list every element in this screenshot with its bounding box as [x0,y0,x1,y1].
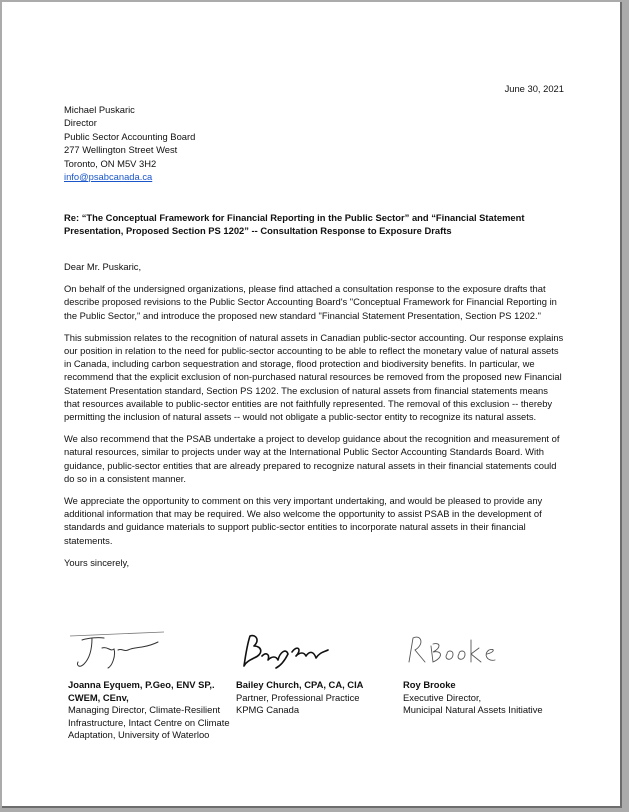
signatory-1-name-line1: Joanna Eyquem, P.Geo, ENV SP,. [68,679,215,690]
signatory-2-detail-1: Partner, Professional Practice [236,691,360,703]
subject-line: Re: “The Conceptual Framework for Financial Reporting in the Public Sector” and “Financial Statement Presentation, Proposed Section PS 1202” -- Consultation Response to Exposure Drafts [64,212,525,237]
letter-date: June 30, 2021 [504,83,564,94]
recipient-address [64,103,195,183]
recipient-email-link[interactable]: info@psabcanada.ca [64,170,153,182]
closing: Yours sincerely, [64,556,130,568]
paragraph-3: We also recommend that the PSAB undertake a project to develop guidance about the recognition and measurement of natural resources, similar to projects under way at the International Public Sector Accounting Standards Board. With guidance, public-sector entities that are already prepared to recognize natural assets in their financial statements could do so in a consistent manner. [64,433,560,484]
recipient-city: Toronto, ON M5V 3H2 [64,157,157,169]
signatory-eyquem [68,622,243,741]
signatory-3-detail-2: Municipal Natural Assets Initiative [403,704,543,716]
salutation: Dear Mr. Puskaric, [64,261,142,272]
signatory-brooke [403,622,573,716]
signatory-3-detail-1: Executive Director, [403,691,482,703]
recipient-title: Director [64,117,97,129]
signatory-1-detail-2: Infrastructure, Intact Centre on Climate [68,716,230,728]
paragraph-4: We appreciate the opportunity to comment on this very important undertaking, and would be pleased to provide any additional information that may be required. We also welcome the opportunity to assist PSAB in the development of standards and guidance materials to support public-sector entities to incorporate natural assets in their financial statements. [64,495,543,546]
signatory-2-detail-2: KPMG Canada [236,704,300,716]
signatory-2-name: Bailey Church, CPA, CA, CIA [236,679,364,690]
signatory-1-detail-3: Adaptation, University of Waterloo [68,729,210,741]
handwritten-signature-image [236,622,336,678]
signatory-3-name: Roy Brooke [403,679,456,690]
recipient-org: Public Sector Accounting Board [64,130,196,142]
recipient-street: 277 Wellington Street West [64,144,178,156]
paragraph-2: This submission relates to the recognition of natural assets in Canadian public-sector accounting. Our response explains our position in relation to the need for public-sector accounting to be able to reflect the monetary value of natural assets in Canada, including carbon sequestration and storage, flood protection and biodiversity benefits. In particular, we recommend that the explicit exclusion of non-purchased natural resources be removed from the proposed new Financial Statement Presentation standard, Section PS 1202. The exclusion of natural assets from financial statements means that resources available to public-sector entities are not faithfully represented. The removal of this exclusion -- thereby permitting the inclusion of natural assets -- would not obligate a public-sector entity to recognize its natural assets. [64,331,564,423]
handwritten-signature-image [403,622,513,678]
handwritten-signature-image [68,622,173,678]
document-page [2,2,622,808]
recipient-name: Michael Puskaric [64,104,135,115]
signatory-1-name-line2: CWEM, CEnv, [68,691,129,703]
signatory-church [236,622,396,716]
paragraph-1: On behalf of the undersigned organizations, please find attached a consultation response to the exposure drafts that describe proposed revisions to the Public Sector Accounting Board's "Conceptual Framework for Financial Reporting in the Public Sector," and introduce the proposed new standard "Financial Statement Presentation, Section PS 1202." [64,283,557,321]
letter-body [64,260,566,578]
signatory-1-detail-1: Managing Director, Climate-Resilient [68,704,221,716]
